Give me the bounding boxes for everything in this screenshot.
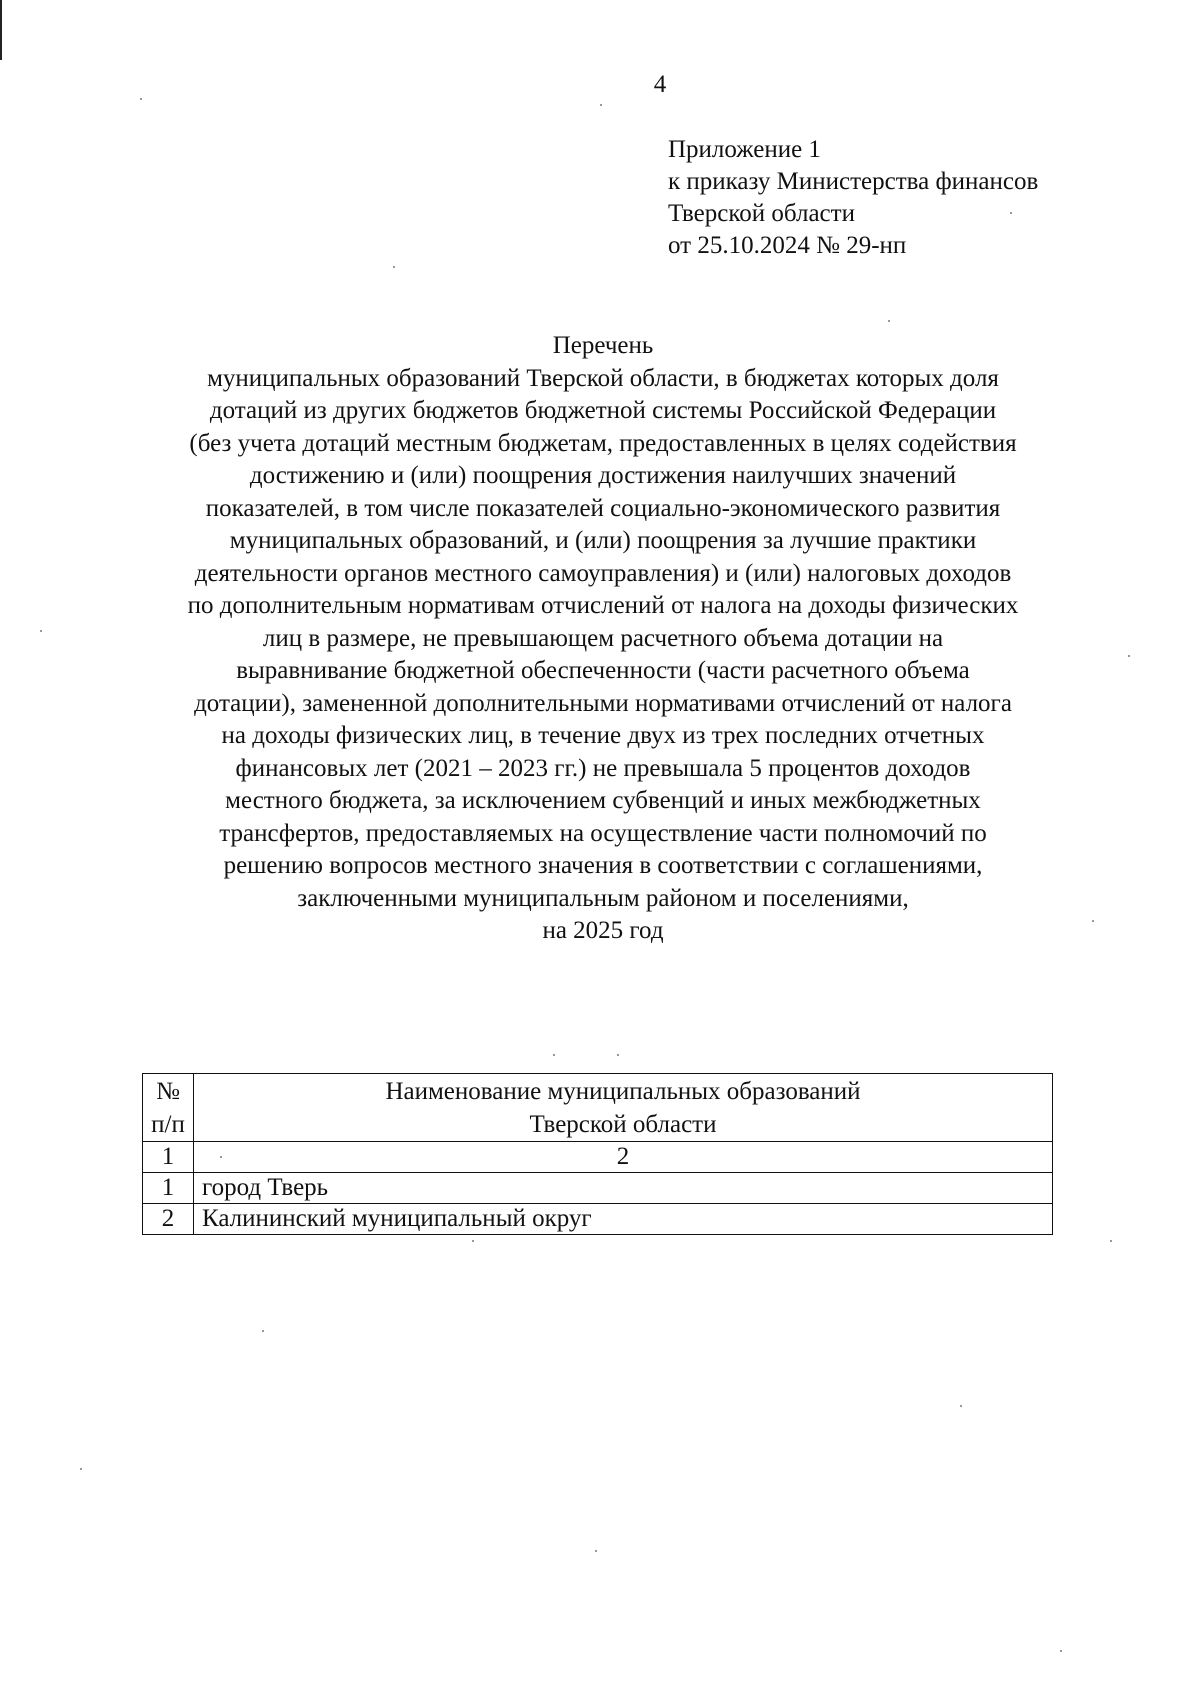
row-name-cell: город Тверь <box>194 1173 1053 1204</box>
appendix-line: Тверской области <box>668 200 855 227</box>
scan-speck <box>472 1240 474 1242</box>
scan-speck <box>220 1156 222 1158</box>
header-number-cell <box>143 1074 194 1142</box>
header-number-label: № <box>156 1078 180 1105</box>
scan-speck <box>960 1405 962 1407</box>
title-heading: Перечень <box>552 332 654 359</box>
title-line: муниципальных образований Тверской области, в бюджетах которых доля <box>207 364 999 392</box>
title-line: трансфертов, предоставляемых на осуществление части полномочий по <box>219 819 987 847</box>
title-line: местного бюджета, за исключением субвенций и иных межбюджетных <box>225 787 981 814</box>
appendix-line: Приложение 1 <box>668 136 821 163</box>
scan-speck <box>1060 1650 1062 1652</box>
municipalities-table <box>142 1073 1053 1235</box>
header-number-label: п/п <box>151 1111 185 1138</box>
scan-speck <box>1092 920 1094 922</box>
title-line: показателей, в том числе показателей социально-экономического развития <box>205 494 1001 522</box>
title-line: дотаций из других бюджетов бюджетной системы Российской Федерации <box>209 397 997 424</box>
scan-speck <box>140 98 142 100</box>
scan-speck <box>1128 655 1130 657</box>
document-title <box>120 330 1086 948</box>
header-name-label: Наименование муниципальных образований <box>385 1078 861 1105</box>
row-name-cell: Калининский муниципальный округ <box>194 1204 1053 1235</box>
table-row <box>143 1204 1053 1235</box>
column-number-cell: 2 <box>194 1142 1053 1173</box>
title-line: (без учета дотаций местным бюджетам, предоставленных в целях содействия <box>189 429 1017 457</box>
appendix-line: к приказу Министерства финансов <box>668 168 1039 195</box>
title-line: на 2025 год <box>542 917 664 944</box>
page-edge-line <box>0 0 2 60</box>
title-line: финансовых лет (2021 – 2023 гг.) не превышала 5 процентов доходов <box>235 754 971 782</box>
table-row <box>143 1173 1053 1204</box>
scan-speck <box>393 266 395 268</box>
header-name-cell <box>194 1074 1053 1142</box>
scan-speck <box>80 1468 82 1470</box>
scan-speck <box>617 1054 619 1056</box>
scan-speck <box>553 1054 555 1056</box>
table-header-row <box>143 1074 1053 1142</box>
scan-speck <box>262 1330 264 1332</box>
title-line: лиц в размере, не превышающем расчетного объема дотации на <box>262 624 944 652</box>
title-line: решению вопросов местного значения в соответствии с соглашениями, <box>223 852 983 879</box>
header-name-label: Тверской области <box>529 1111 717 1138</box>
page-number: 4 <box>653 71 667 98</box>
table-column-number-row <box>143 1142 1053 1173</box>
scan-speck <box>888 320 890 322</box>
title-line: деятельности органов местного самоуправления) и (или) налоговых доходов <box>194 559 1012 587</box>
title-line: заключенными муниципальным районом и поселениями, <box>297 884 909 912</box>
title-line: достижению и (или) поощрения достижения наилучших значений <box>249 462 957 489</box>
row-number-cell: 2 <box>143 1204 194 1235</box>
scan-speck <box>1110 1240 1112 1242</box>
title-line: выравнивание бюджетной обеспеченности (части расчетного объема <box>236 657 970 684</box>
appendix-line: от 25.10.2024 № 29-нп <box>668 232 907 259</box>
scan-speck <box>40 630 42 632</box>
title-line: по дополнительным нормативам отчислений от налога на доходы физических <box>187 592 1019 619</box>
title-line: муниципальных образований, и (или) поощрения за лучшие практики <box>229 527 977 554</box>
scan-speck <box>1010 212 1012 214</box>
title-line: дотации), замененной дополнительными нормативами отчислений от налога <box>194 689 1012 717</box>
appendix-block <box>668 134 1038 262</box>
column-number-cell: 1 <box>143 1142 194 1173</box>
title-line: на доходы физических лиц, в течение двух из трех последних отчетных <box>221 722 985 749</box>
row-number-cell: 1 <box>143 1173 194 1204</box>
scan-speck <box>595 1550 597 1552</box>
scan-speck <box>600 104 602 106</box>
